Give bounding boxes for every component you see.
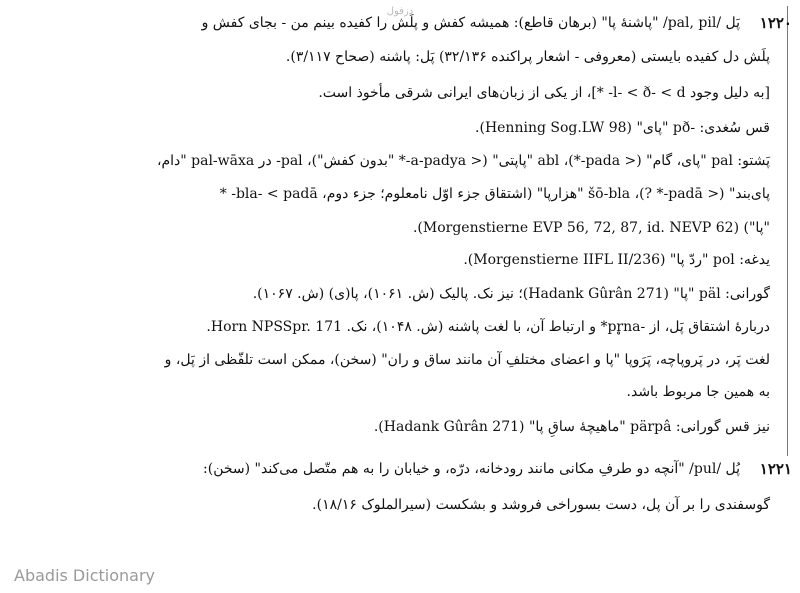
abadis-watermark: Abadis Dictionary — [14, 566, 155, 585]
entry-1220-line-8: یدغه: pol "ردّ پا" (Morgenstierne IIFL II/236). — [463, 252, 770, 268]
entry-1220-line-5: پَشتو: pal "پای، گام" (< pada-*)، abl "پاپتی" (< a-padya-* "بدون کفش")، pal- در pal-wāxa "دام، — [156, 153, 770, 169]
top-watermark: دزفول — [386, 6, 414, 17]
entry-1220-line-10: دربارهٔ اشتقاق پَل، از -pr̥na* و ارتباط آن، با لغت پاشنه (ش. ۱۰۴۸)، نک. Horn NPSSpr. 171. — [206, 319, 770, 335]
entry-1220-line-12: به همین جا مربوط باشد. — [626, 384, 770, 400]
entry-number-1220: ۱۲۲۰ — [759, 14, 792, 32]
entry-1220-line-11: لغت پَر، در پَروپاچه، پَرَوپا "پا و اعضای مختلفِ آن مانند ساق و ران" (سخن)، ممکن است تلفّظی از پَل، و — [164, 352, 770, 368]
entry-1220-line-3: [به دلیل وجود l- < ð- < d- *]، از یکی از زبان‌های ایرانی شرقی مأخوذ است. — [318, 85, 770, 101]
entry-1220-line-7: "پا") (Morgenstierne EVP 56, 72, 87, id. NEVP 62). — [412, 220, 770, 236]
entry-1220-line-13: نیز قس گورانی: pärpâ "ماهیچهٔ ساقِ پا" (Hadank Gûrân 271). — [373, 419, 770, 435]
page-edge-rule — [787, 6, 788, 456]
entry-1220-line-1: پَل /pal, pil/ "پاشنهٔ پا" (برهان قاطع): همیشه کفش و پلَش را کفیده بینم من - بجای کفش و — [201, 15, 740, 31]
entry-1220-line-6: پای‌بند" (< padā-* ?)، šō-bla "هزارپا" (اشتقاق جزء اوّل نامعلوم؛ جزء دوم، bla- < padā- * — [219, 186, 770, 202]
entry-1220-line-2: پلَش دل کفیده بایستی (معروفی - اشعار پراکنده ۳۲/۱۳۶) پَل: پاشنه (صحاح ۳/۱۱۷). — [285, 49, 770, 65]
entry-number-1221: ۱۲۲۱ — [759, 460, 792, 478]
entry-1220-line-9: گورانی: päl "پا" (Hadank Gûrân 271)؛ نیز نک. پالیک (ش. ۱۰۶۱)، پا(ی) (ش. ۱۰۶۷). — [252, 286, 770, 302]
entry-1221-line-1: پُل /pul/ "آنچه دو طرفِ مکانی مانند رودخانه، درّه، و خیابان را به هم متّصل می‌کند" (سخن): — [203, 461, 740, 477]
entry-1220-line-4: قس سُغدی: -pð "پای" (Henning Sog.LW 98). — [475, 120, 770, 136]
entry-1221-line-2: گوسفندی را بر آن پل، دست بسوراخی فروشد و بشکست (سیرالملوک ۱۸/۱۶). — [312, 497, 770, 513]
